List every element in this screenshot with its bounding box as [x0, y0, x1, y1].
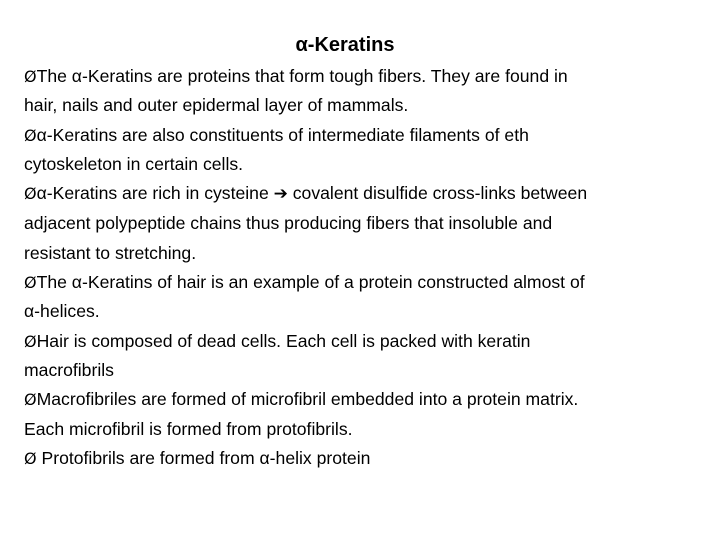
bullet-text: covalent disulfide cross-links between — [287, 183, 588, 204]
bullet-arrow-icon: Ø — [24, 125, 37, 145]
bullet-line: hair, nails and outer epidermal layer of mammals. — [24, 95, 409, 116]
bullet-line — [24, 121, 704, 150]
bullet-line — [24, 179, 704, 209]
bullet-line: resistant to stretching. — [24, 242, 197, 263]
bullet-text: Protofibrils are formed from α-helix protein — [36, 447, 371, 468]
bullet-item-keratin-fibers — [24, 62, 704, 121]
bullet-line: α-helices. — [24, 301, 100, 322]
bullet-list — [24, 62, 704, 473]
bullet-item-intermediate-filaments — [24, 121, 704, 180]
bullet-arrow-icon: Ø — [24, 331, 37, 351]
right-arrow-icon: ➔ — [273, 184, 288, 205]
bullet-arrow-icon: Ø — [24, 67, 37, 86]
slide-title: α-Keratins — [295, 34, 395, 56]
bullet-line — [24, 385, 704, 414]
bullet-item-alpha-helices — [24, 268, 704, 327]
bullet-arrow-icon: Ø — [24, 448, 37, 468]
bullet-line — [24, 327, 704, 356]
bullet-item-protofibrils — [24, 444, 704, 473]
bullet-line: Each microfibril is formed from protofibrils. — [24, 418, 353, 439]
bullet-item-hair-cells — [24, 327, 704, 386]
bullet-arrow-icon: Ø — [24, 390, 37, 410]
bullet-arrow-icon: Ø — [24, 273, 37, 293]
bullet-arrow-icon: Ø — [24, 184, 37, 204]
bullet-line: adjacent polypeptide chains thus producing fibers that insoluble and — [24, 213, 553, 234]
bullet-line — [24, 444, 704, 473]
bullet-line — [24, 62, 704, 91]
bullet-text: The α-Keratins of hair is an example of a protein constructed almost of — [36, 272, 585, 293]
bullet-text: The α-Keratins are proteins that form tough fibers. They are found in — [36, 66, 568, 86]
bullet-item-macrofibriles — [24, 385, 704, 444]
bullet-text: Hair is composed of dead cells. Each cell is packed with keratin — [36, 330, 531, 351]
bullet-text: Macrofibriles are formed of microfibril embedded into a protein matrix. — [36, 389, 579, 410]
bullet-line — [24, 268, 704, 297]
bullet-line: cytoskeleton in certain cells. — [24, 153, 244, 174]
bullet-line: macrofibrils — [24, 359, 114, 380]
bullet-text: α-Keratins are also constituents of intermediate filaments of eth — [36, 124, 529, 145]
bullet-text: α-Keratins are rich in cysteine — [36, 183, 274, 204]
bullet-item-cysteine — [24, 179, 704, 268]
